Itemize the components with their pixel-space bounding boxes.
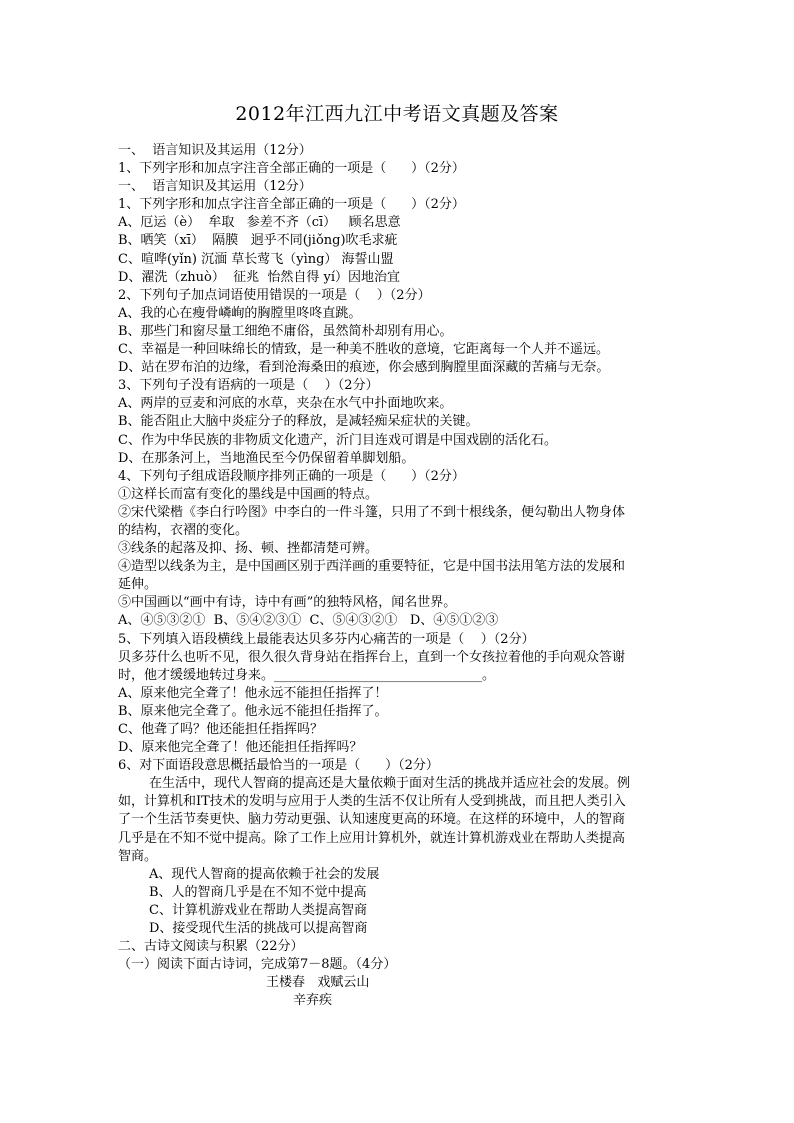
text-line: C、作为中华民族的非物质文化遗产，沂门目连戏可谓是中国戏剧的活化石。	[118, 432, 557, 448]
text-line: 在生活中，现代人智商的提高还是大量依赖于面对生活的挑战并适应社会的发展。例	[149, 776, 631, 792]
text-line: D、在那条河上，当地渔民至今仍保留着单脚划船。	[118, 450, 415, 466]
text-line: A、两岸的豆麦和河底的水草，夹杂在水气中扑面地吹来。	[118, 396, 453, 412]
document-title: 2012年江西九江中考语文真题及答案	[235, 103, 559, 125]
text-line: ④造型以线条为主，是中国画区别于西洋画的重要特征，它是中国书法用笔方法的发展和	[118, 559, 626, 575]
text-line: 2、下列句子加点词语使用错误的一项是（ ）（2分）	[118, 287, 431, 303]
text-line: ②宋代梁楷《李白行吟图》中李白的一件斗篷，只用了不到十根线条，便勾勒出人物身体	[118, 504, 626, 520]
text-line: 1、下列字形和加点字注音全部正确的一项是（ ）（2分）	[118, 161, 465, 177]
text-line: 一、 语言知识及其运用（12分）	[118, 179, 312, 195]
text-line: 几乎是在不知不觉中提高。除了工作上应用计算机外，就连计算机游戏业在帮助人类提高	[118, 830, 626, 846]
text-line: 二、古诗文阅读与积累（22分）	[118, 939, 304, 955]
text-line: 辛弃疾	[293, 993, 333, 1009]
text-line: C、幸福是一种回味绵长的情致，是一种美不胜收的意境，它距离每一个人并不遥远。	[118, 342, 609, 358]
text-line: 智商。	[118, 848, 158, 864]
text-line: ⑤中国画以“画中有诗，诗中有画”的独特风格，闻名世界。	[118, 595, 457, 611]
text-line: B、那些门和窗尽量工细绝不庸俗，虽然简朴却别有用心。	[118, 323, 453, 339]
text-line: 的结构，衣褶的变化。	[118, 522, 249, 538]
text-line: C、他聋了吗？他还能担任指挥吗？	[118, 722, 323, 737]
text-line: 4、下列句子组成语段顺序排列正确的一项是（ ）（2分）	[118, 468, 465, 484]
text-line: B、哂笑（xī） 隔膜 迥乎不同(jiǒng)吹毛求疵	[118, 233, 398, 249]
text-line: C、计算机游戏业在帮助人类提高智商	[149, 902, 367, 918]
text-line: D、原来他完全聋了！他还能担任指挥吗？	[118, 740, 363, 756]
text-line: C、喧哗(yǐn) 沉湎 草长莺飞（yìng） 海誓山盟	[118, 251, 394, 267]
text-line: 1、下列字形和加点字注音全部正确的一项是（ ）（2分）	[118, 197, 465, 213]
text-line: ①这样长而富有变化的墨线是中国画的特点。	[118, 486, 379, 502]
text-line: A、现代人智商的提高依赖于社会的发展	[149, 866, 380, 882]
text-line: D、接受现代生活的挑战可以提高智商	[149, 921, 368, 937]
text-line: B、人的智商几乎是在不知不觉中提高	[149, 884, 367, 900]
text-line: A、原来他完全聋了！他永远不能担任指挥了！	[118, 685, 388, 701]
text-line: 一、 语言知识及其运用（12分）	[118, 143, 312, 158]
text-line: 时，他才缓缓地转过身来。________________________________。	[118, 667, 496, 683]
text-line: 了一个生活节奏更快、脑力劳动更强、认知速度更高的环境。在这样的环境中，人的智商	[118, 812, 626, 828]
text-line: （一）阅读下面古诗词，完成第7－8题。（4分）	[118, 957, 397, 973]
text-line: 6、对下面语段意思概括最恰当的一项是（ ）（2分）	[118, 758, 439, 774]
text-line: A、④⑤③②① B、⑤④②③① C、⑤④③②① D、④⑤①②③	[118, 613, 499, 629]
text-line: 王楼春 戏赋云山	[266, 975, 370, 991]
text-line: D、站在罗布泊的边缘，看到沧海桑田的痕迹，你会感到胸膛里面深藏的苦痛与无奈。	[118, 360, 610, 376]
text-line: 3、下列句子没有语病的一项是（ ）（2分）	[118, 378, 379, 394]
text-line: B、原来他完全聋了。他永远不能担任指挥了。	[118, 703, 388, 719]
text-line: ③线条的起落及抑、扬、顿、挫都清楚可辨。	[118, 541, 379, 557]
text-line: 延伸。	[118, 577, 158, 593]
text-line: A、我的心在瘦骨嶙峋的胸膛里咚咚直跳。	[118, 305, 362, 321]
text-line: 5、下列填入语段横线上最能表达贝多芬内心痛苦的一项是（ ）（2分）	[118, 631, 535, 647]
text-line: A、厄运（è） 牟取 参差不齐（cī） 顾名思意	[118, 215, 401, 231]
document-body	[118, 142, 678, 1011]
text-line: 贝多芬什么也听不见，很久很久背身站在指挥台上，直到一个女孩拉着他的手向观众答谢	[118, 649, 626, 665]
text-line: B、能否阻止大脑中炎症分子的释放，是减轻痴呆症状的关键。	[118, 414, 479, 430]
text-line: 如，计算机和IT技术的发明与应用于人类的生活不仅让所有人受到挑战，而且把人类引入	[118, 794, 626, 810]
text-line: D、濯洗（zhuò） 征兆 怡然自得 yí）因地治宜	[118, 269, 401, 285]
